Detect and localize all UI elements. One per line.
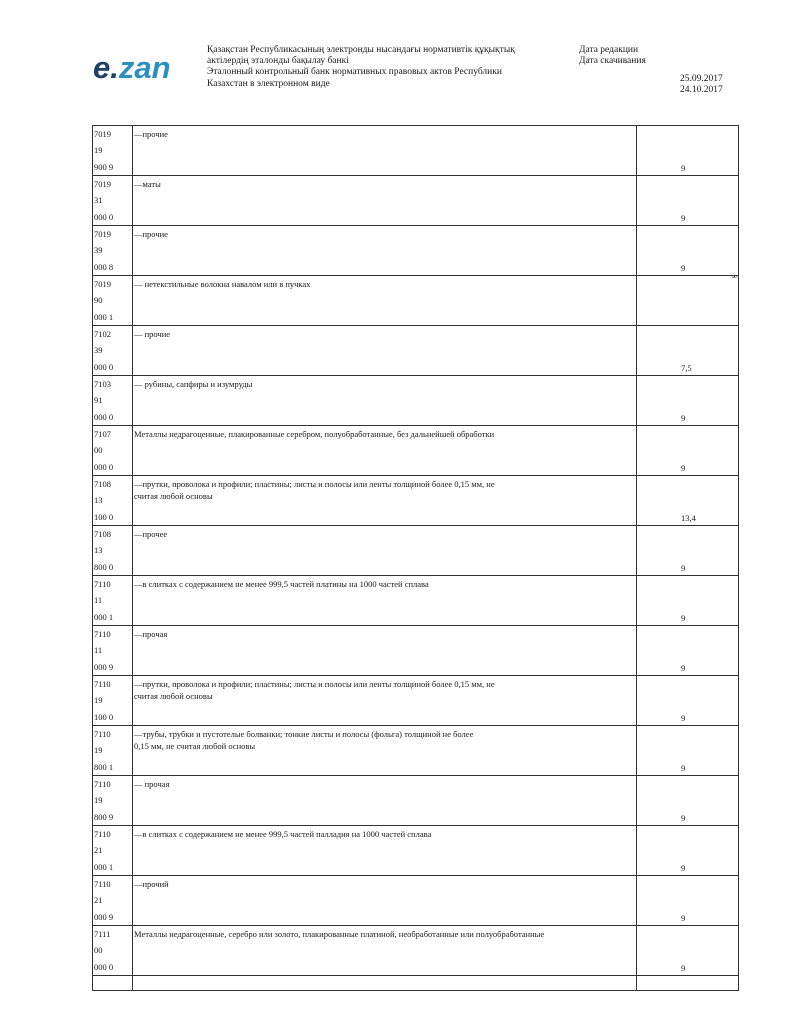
code-part: 7108 [94, 529, 111, 539]
duty-rate: 9 [681, 863, 686, 873]
description: —прутки, проволока и профили; пластины; листы и полосы или ленты толщиной более 0,15 мм, не считая любой основы [133, 476, 637, 525]
code-part: 19 [94, 795, 103, 806]
table-row [93, 326, 738, 376]
code-part: 21 [94, 845, 103, 856]
commodity-code [93, 226, 133, 275]
table-row [93, 626, 738, 676]
empty-row [93, 976, 738, 991]
description: —в слитках с содержанием не менее 999,5 частей платины на 1000 частей сплава [133, 576, 637, 625]
code-part: 800 9 [94, 811, 114, 822]
header-date-labels [579, 45, 646, 67]
commodity-code [93, 476, 133, 525]
table-row [93, 426, 738, 476]
code-part: 900 9 [94, 161, 114, 172]
duty-rate: 9 [681, 213, 686, 223]
description: —прочий [133, 876, 637, 925]
code-part: 7107 [94, 429, 111, 439]
duty-rate-cell [637, 776, 738, 825]
code-part: 100 0 [94, 511, 114, 522]
code-part: 000 0 [94, 361, 114, 372]
code-part: 000 1 [94, 611, 114, 622]
duty-rate: 9 [681, 713, 686, 723]
description: —прочая [133, 626, 637, 675]
code-part: 000 0 [94, 211, 114, 222]
description: —в слитках с содержанием не менее 999,5 частей палладия на 1000 частей сплава [133, 826, 637, 875]
commodity-code [93, 176, 133, 225]
code-part: 000 8 [94, 261, 114, 272]
table-row [93, 476, 738, 526]
edit-date: 25.09.2017 [680, 74, 723, 84]
code-part: 800 0 [94, 561, 114, 572]
table-row [93, 826, 738, 876]
code-part: 000 0 [94, 961, 114, 972]
code-part: 11 [94, 595, 103, 606]
table-row [93, 576, 738, 626]
code-part: 39 [94, 345, 103, 356]
code-part: 91 [94, 395, 103, 406]
download-date: 24.10.2017 [680, 85, 723, 96]
code-part: 800 1 [94, 761, 114, 772]
code-part: 13 [94, 495, 103, 506]
duty-rate: 9 [681, 263, 686, 273]
duty-rate-cell [637, 676, 738, 725]
code-part: 00 [94, 445, 103, 456]
code-part: 7110 [94, 729, 111, 739]
duty-rate-cell [637, 576, 738, 625]
code-part: 000 0 [94, 461, 114, 472]
commodity-code [93, 926, 133, 975]
table-row [93, 526, 738, 576]
header-kz-line2: актілердің эталонды бақылау банкі [207, 56, 349, 67]
duty-rate: 9 [681, 813, 686, 823]
table-row [93, 126, 738, 176]
description: — прочая [133, 776, 637, 825]
commodity-code [93, 376, 133, 425]
commodity-code [93, 776, 133, 825]
commodity-code [93, 826, 133, 875]
code-part: 11 [94, 645, 103, 656]
duty-rate: 7,5 [681, 363, 692, 373]
ezan-logo: e.zan [93, 50, 171, 85]
commodity-code [93, 626, 133, 675]
table-row [93, 376, 738, 426]
code-part: 7110 [94, 829, 111, 839]
code-part: 7019 [94, 279, 111, 289]
description: —трубы, трубки и пустотелые болванки; тонкие листы и полосы (фольга) толщиной не более 0,15 мм, не считая любой основы [133, 726, 637, 775]
label-download-date: Дата скачивания [579, 56, 646, 67]
code-part: 100 0 [94, 711, 114, 722]
header-title [207, 45, 562, 90]
commodity-code [93, 676, 133, 725]
empty-cell [133, 976, 637, 990]
duty-rate: 13,4 [681, 513, 696, 523]
code-part: 19 [94, 145, 103, 156]
code-part: 00 [94, 945, 103, 956]
code-part: 7110 [94, 779, 111, 789]
code-part: 19 [94, 695, 103, 706]
header-kz-line1: Қазақстан Республикасының электронды нысандағы нормативтік құқықтық [207, 45, 515, 55]
code-part: 7110 [94, 629, 111, 639]
code-part: 7108 [94, 479, 111, 489]
commodity-code [93, 526, 133, 575]
duty-rate: 9 [681, 663, 686, 673]
empty-cell [637, 976, 738, 990]
duty-rate-cell [637, 826, 738, 875]
commodity-code [93, 576, 133, 625]
table-row [93, 676, 738, 726]
table-row [93, 926, 738, 976]
description: —маты [133, 176, 637, 225]
duty-rate-cell [637, 476, 738, 525]
description: Металлы недрагоценные, плакированные серебром, полуобработанные, без дальнейшей обработки [133, 426, 637, 475]
label-edit-date: Дата редакции [579, 45, 639, 55]
code-part: 39 [94, 245, 103, 256]
duty-rate: 9 [681, 463, 686, 473]
duty-rate-cell [637, 626, 738, 675]
code-part: 7111 [94, 929, 111, 939]
description: —прочие [133, 126, 637, 175]
duty-rate-cell [637, 926, 738, 975]
description: — рубины, сапфиры и изумруды [133, 376, 637, 425]
duty-rate-cell [637, 726, 738, 775]
duty-rate-cell [637, 876, 738, 925]
duty-rate: 9 [681, 613, 686, 623]
commodity-code [93, 126, 133, 175]
header-date-values [680, 74, 723, 96]
commodity-code [93, 726, 133, 775]
code-part: 000 9 [94, 911, 114, 922]
table-row [93, 726, 738, 776]
duty-rate: 9 [681, 963, 686, 973]
code-part: 7103 [94, 379, 111, 389]
description: —прочее [133, 526, 637, 575]
code-part: 19 [94, 745, 103, 756]
duty-rate: 9 [681, 563, 686, 573]
table-row [93, 276, 738, 326]
header-ru-line1: Эталонный контрольный банк нормативных правовых актов Республики [207, 67, 502, 78]
commodity-code [93, 876, 133, 925]
code-part: 7110 [94, 679, 111, 689]
code-part: 7110 [94, 879, 111, 889]
table-row [93, 226, 738, 276]
commodity-code [93, 326, 133, 375]
duty-rate-cell [637, 226, 738, 275]
duty-rate-cell [637, 276, 738, 325]
side-mark: ∞ [730, 272, 739, 281]
duty-rate-cell [637, 426, 738, 475]
duty-rate: 9 [681, 763, 686, 773]
code-part: 7110 [94, 579, 111, 589]
code-part: 7019 [94, 129, 111, 139]
table-row [93, 876, 738, 926]
duty-rate-cell [637, 126, 738, 175]
table-row [93, 776, 738, 826]
duty-rate-cell [637, 326, 738, 375]
code-part: 31 [94, 195, 103, 206]
code-part: 000 1 [94, 311, 114, 322]
description: — прочие [133, 326, 637, 375]
duty-rate-cell [637, 176, 738, 225]
duty-rate-cell [637, 376, 738, 425]
table-row [93, 176, 738, 226]
description: — нетекстильные волокна навалом или в пучках [133, 276, 637, 325]
commodity-code [93, 426, 133, 475]
duty-rate: 9 [681, 163, 686, 173]
empty-cell [93, 976, 133, 990]
duty-rate-cell [637, 526, 738, 575]
code-part: 7019 [94, 229, 111, 239]
duty-rate: 9 [681, 413, 686, 423]
description: Металлы недрагоценные, серебро или золото, плакированные платиной, необработанные или полуобработанные [133, 926, 637, 975]
description: —прочие [133, 226, 637, 275]
code-part: 90 [94, 295, 103, 306]
code-part: 000 1 [94, 861, 114, 872]
commodity-code [93, 276, 133, 325]
tariff-table [92, 125, 739, 991]
code-part: 21 [94, 895, 103, 906]
duty-rate: 9 [681, 913, 686, 923]
code-part: 7102 [94, 329, 111, 339]
code-part: 000 0 [94, 411, 114, 422]
description: —прутки, проволока и профили; пластины; листы и полосы или ленты толщиной более 0,15 мм, не считая любой основы [133, 676, 637, 725]
code-part: 000 9 [94, 661, 114, 672]
code-part: 13 [94, 545, 103, 556]
header-ru-line2: Казахстан в электронном виде [207, 78, 330, 89]
code-part: 7019 [94, 179, 111, 189]
